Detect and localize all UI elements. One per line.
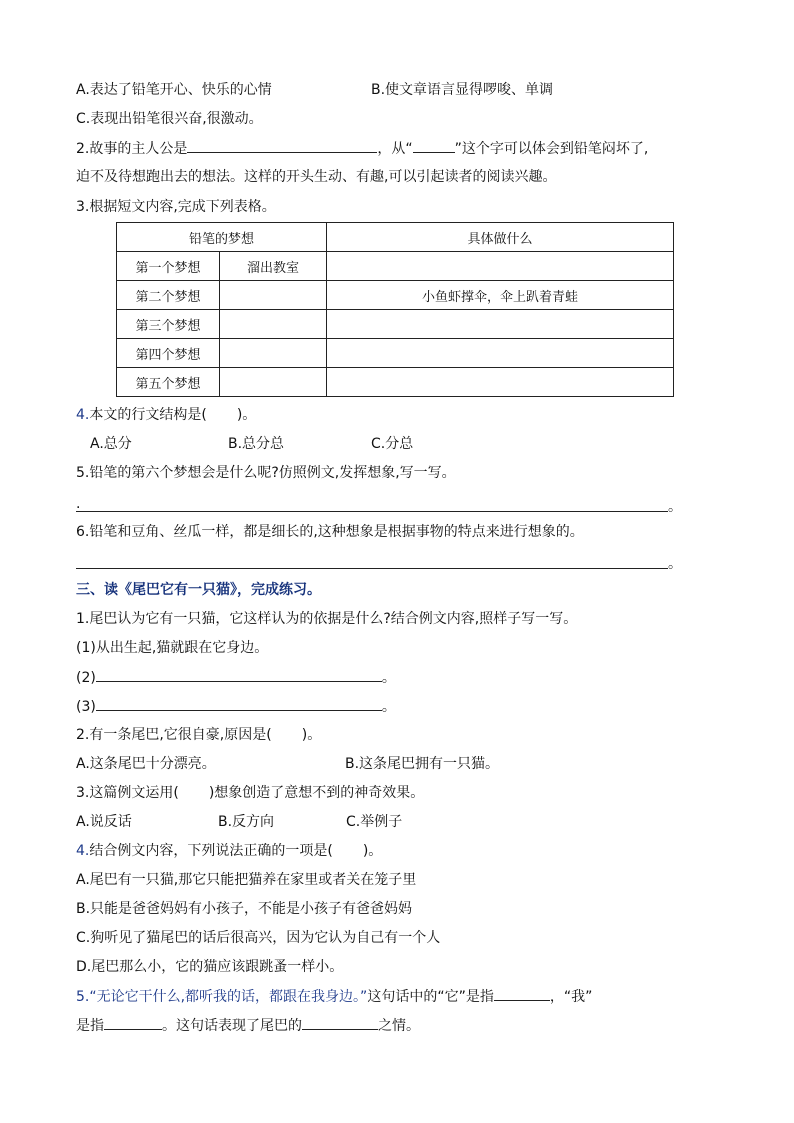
s3q2-text: 2.有一条尾巴,它很自豪,原因是( xyxy=(76,727,272,743)
q2-word-blank[interactable] xyxy=(413,138,455,153)
s3q4-number: 4. xyxy=(76,843,90,859)
s3q5-line2 xyxy=(76,1015,420,1036)
row-dream[interactable] xyxy=(220,339,327,368)
s3q3-option-a: A.说反话 xyxy=(76,814,132,830)
s3q5-mid2: ，“我” xyxy=(549,989,593,1005)
table-row xyxy=(117,281,674,310)
q1-option-a: A.表达了铅笔开心、快乐的心情 xyxy=(76,82,272,98)
s3q4-option-b: B.只能是爸爸妈妈有小孩子，不能是小孩子有爸爸妈妈 xyxy=(76,901,413,917)
q4-number: 4. xyxy=(76,407,90,423)
row-detail[interactable]: 小鱼虾撑伞，伞上趴着青蛙 xyxy=(327,281,674,310)
row-detail[interactable] xyxy=(327,310,674,339)
q2-mid1: ，从“ xyxy=(377,141,413,157)
row-detail[interactable] xyxy=(327,368,674,397)
s3q1-item1: (1)从出生起,猫就跟在它身边。 xyxy=(76,640,269,656)
row-label: 第一个梦想 xyxy=(117,252,220,281)
s3q2-close: )。 xyxy=(301,727,322,743)
s3q5-line2a: 是指 xyxy=(76,1018,104,1034)
s3q4-option-a: A.尾巴有一只猫,那它只能把猫养在家里或者关在笼子里 xyxy=(76,872,417,888)
s3q5-it-blank[interactable] xyxy=(494,986,550,1001)
q4-option-b: B.总分总 xyxy=(228,436,285,452)
section3-title: 三、读《尾巴它有一只猫》，完成练习。 xyxy=(76,582,321,598)
s3q3-text: 3.这篇例文运用( xyxy=(76,785,179,801)
table-header-row xyxy=(117,223,674,252)
s3q1-prompt: 1.尾巴认为它有一只猫，它这样认为的依据是什么?结合例文内容,照样子写一写。 xyxy=(76,611,578,627)
s3q1-item3-label: (3) xyxy=(76,699,96,715)
s3q4-option-d: D.尾巴那么小，它的猫应该跟跳蚤一样小。 xyxy=(76,959,344,975)
q5-answer-line[interactable] xyxy=(76,511,668,512)
row-detail[interactable] xyxy=(327,339,674,368)
q4-close: )。 xyxy=(236,407,257,423)
q2-mid2: ”这个字可以体会到铅笔闷坏了, xyxy=(454,141,649,157)
s3q1-item2-label: (2) xyxy=(76,670,96,686)
q5-dot: . xyxy=(76,496,81,512)
s3q5-number: 5. xyxy=(76,989,90,1005)
q2-line1 xyxy=(76,138,648,159)
row-label: 第四个梦想 xyxy=(117,339,220,368)
s3q5-line2b: 。这句话表现了尾巴的 xyxy=(162,1018,302,1034)
s3q2-option-a: A.这条尾巴十分漂亮。 xyxy=(76,756,216,772)
q5-prompt: 5.铅笔的第六个梦想会是什么呢?仿照例文,发挥想象,写一写。 xyxy=(76,465,456,481)
q2-prefix: 2.故事的主人公是 xyxy=(76,141,188,157)
q6-answer-line[interactable] xyxy=(76,568,668,569)
q5-period: 。 xyxy=(668,499,682,515)
s3q4-close: )。 xyxy=(362,843,383,859)
q6-prompt: 6.铅笔和豆角、丝瓜一样，都是细长的,这种想象是根据事物的特点来进行想象的。 xyxy=(76,524,584,540)
table-row xyxy=(117,310,674,339)
q2-line2: 迫不及待想跑出去的想法。这样的开头生动、有趣,可以引起读者的阅读兴趣。 xyxy=(76,169,557,185)
table-row xyxy=(117,368,674,397)
s3q1-item3 xyxy=(76,696,396,717)
table-row xyxy=(117,252,674,281)
q6-period: 。 xyxy=(668,556,682,572)
s3q5-feeling-blank[interactable] xyxy=(302,1015,378,1030)
s3q3-option-b: B.反方向 xyxy=(218,814,275,830)
q4-option-c: C.分总 xyxy=(371,436,414,452)
s3q1-item3-end: 。 xyxy=(381,699,396,715)
q4-prompt xyxy=(76,405,256,425)
s3q1-item2-blank[interactable] xyxy=(96,667,382,682)
row-dream[interactable] xyxy=(220,310,327,339)
s3q5-mid1: 这句话中的“它”是指 xyxy=(367,989,494,1005)
s3q2-option-b: B.这条尾巴拥有一只猫。 xyxy=(345,756,500,772)
s3q5-me-blank[interactable] xyxy=(104,1015,162,1030)
q4-option-a: A.总分 xyxy=(90,436,132,452)
s3q5-line2c: 之情。 xyxy=(378,1018,420,1034)
s3q3-prompt xyxy=(76,783,424,803)
q1-option-c: C.表现出铅笔很兴奋,很激动。 xyxy=(76,111,263,127)
row-label: 第二个梦想 xyxy=(117,281,220,310)
s3q2-prompt xyxy=(76,725,321,745)
row-dream[interactable]: 溜出教室 xyxy=(220,252,327,281)
table-header-detail: 具体做什么 xyxy=(327,223,674,252)
s3q1-item3-blank[interactable] xyxy=(96,696,382,711)
table-row xyxy=(117,339,674,368)
row-dream[interactable] xyxy=(220,281,327,310)
q4-text: 本文的行文结构是( xyxy=(89,407,207,423)
s3q4-option-c: C.狗听见了猫尾巴的话后很高兴，因为它认为自己有一个人 xyxy=(76,930,441,946)
q2-protagonist-blank[interactable] xyxy=(187,138,377,153)
s3q1-item2 xyxy=(76,667,396,688)
row-dream[interactable] xyxy=(220,368,327,397)
s3q4-prompt xyxy=(76,841,382,861)
row-label: 第三个梦想 xyxy=(117,310,220,339)
s3q5-quote: “无论它干什么,都听我的话，都跟在我身边。” xyxy=(89,989,368,1005)
s3q3-close: )想象创造了意想不到的神奇效果。 xyxy=(208,785,425,801)
row-label: 第五个梦想 xyxy=(117,368,220,397)
s3q3-option-c: C.举例子 xyxy=(346,814,403,830)
q3-prompt: 3.根据短文内容,完成下列表格。 xyxy=(76,199,276,215)
s3q5-line1 xyxy=(76,986,592,1007)
q1-option-b: B.使文章语言显得啰唆、单调 xyxy=(371,82,554,98)
dreams-table xyxy=(116,222,674,397)
row-detail[interactable] xyxy=(327,252,674,281)
s3q1-item2-end: 。 xyxy=(381,670,396,686)
s3q4-text: 结合例文内容，下列说法正确的一项是( xyxy=(89,843,333,859)
table-header-dream: 铅笔的梦想 xyxy=(117,223,327,252)
